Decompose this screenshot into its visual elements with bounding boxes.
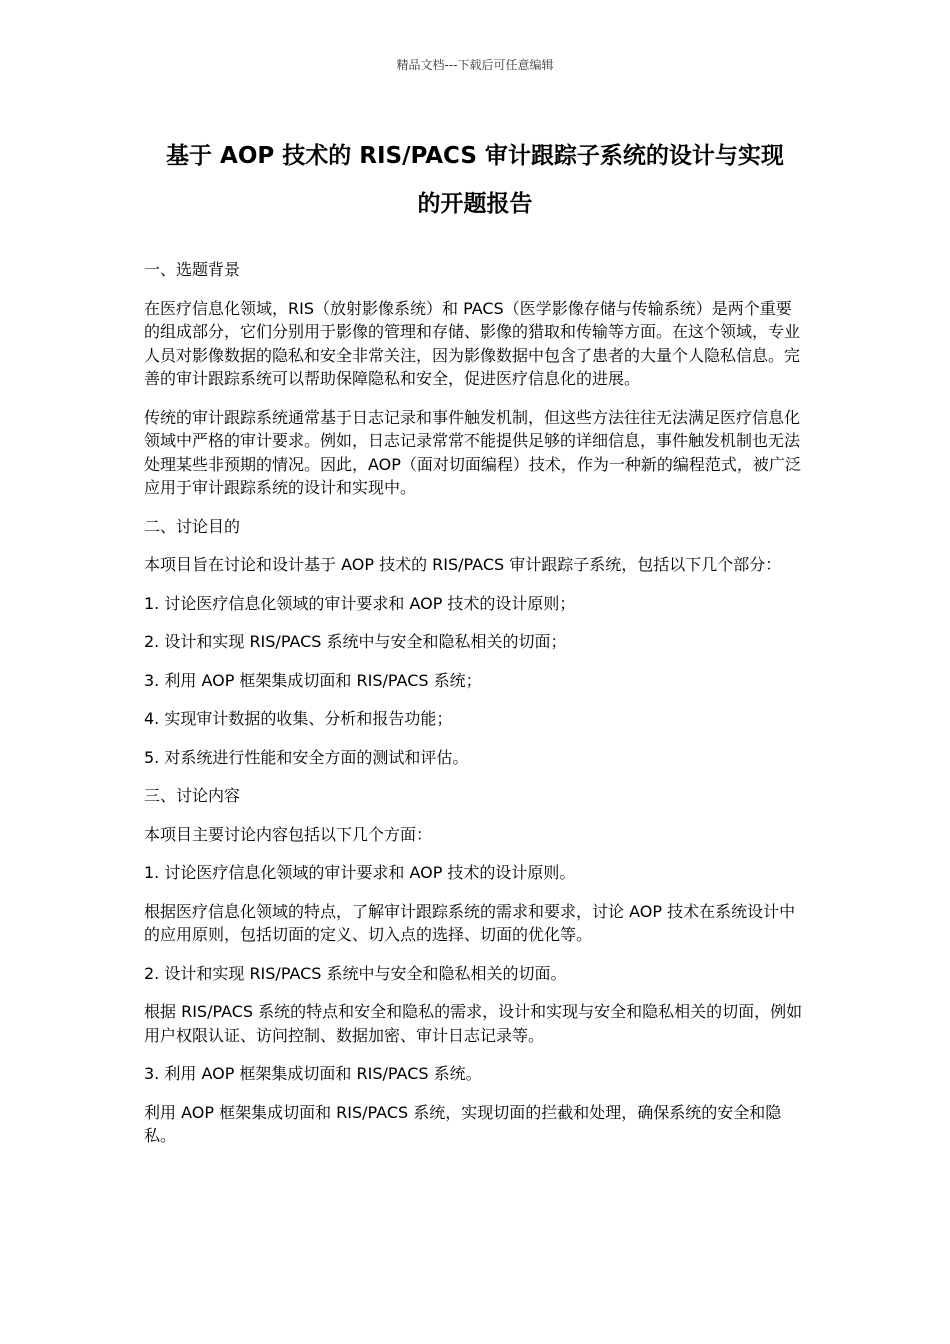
list-item: 3. 利用 AOP 框架集成切面和 RIS/PACS 系统； [144,670,482,690]
section-heading-background: 一、选题背景 [144,260,241,279]
paragraph: 在医疗信息化领域，RIS（放射影像系统）和 PACS（医学影像存储与传输系统）是两个重要的组成部分，它们分别用于影像的管理和存储、影像的猎取和传输等方面。在这个领域，专业人员对影像数据的隐私和安全非常关注，因为影像数据中包含了患者的大量个人隐私信息。完善的审计跟踪系统可以帮助保障隐私和安全，促进医疗信息化的进展。 [144,298,801,388]
paragraph: 利用 AOP 框架集成切面和 RIS/PACS 系统，实现切面的拦截和处理，确保系统的安全和隐私。 [144,1102,782,1145]
paragraph: 根据 RIS/PACS 系统的特点和安全和隐私的需求，设计和实现与安全和隐私相关的切面，例如用户权限认证、访问控制、数据加密、审计日志记录等。 [144,1002,803,1045]
list-item: 4. 实现审计数据的收集、分析和报告功能； [144,709,453,728]
paragraph: 本项目旨在讨论和设计基于 AOP 技术的 RIS/PACS 审计跟踪子系统，包括以下几个部分： [144,555,782,574]
list-item: 2. 设计和实现 RIS/PACS 系统中与安全和隐私相关的切面。 [144,963,567,983]
section-heading-content: 三、讨论内容 [144,786,241,805]
paragraph: 本项目主要讨论内容包括以下几个方面： [144,824,433,844]
header-note: 精品文档---下载后可任意编辑 [396,58,554,72]
section-heading-purpose: 二、讨论目的 [144,516,241,536]
list-item: 3. 利用 AOP 框架集成切面和 RIS/PACS 系统。 [144,1064,482,1083]
paragraph: 传统的审计跟踪系统通常基于日志记录和事件触发机制，但这些方法往往无法满足医疗信息化领域中严格的审计要求。例如，日志记录常常不能提供足够的详细信息，事件触发机制也无法处理某些非预期的情况。因此，AOP（面对切面编程）技术，作为一种新的编程范式，被广泛应用于审计跟踪系统的设计和实现中。 [144,407,801,497]
list-item: 5. 对系统进行性能和安全方面的测试和评估。 [144,747,469,767]
document-title [120,132,830,228]
title-line-1: 基于 AOP 技术的 RIS/PACS 审计跟踪子系统的设计与实现 [166,143,784,169]
document-body [144,258,806,1163]
list-item: 1. 讨论医疗信息化领域的审计要求和 AOP 技术的设计原则。 [144,863,576,882]
list-item: 1. 讨论医疗信息化领域的审计要求和 AOP 技术的设计原则； [144,593,576,613]
title-line-2: 的开题报告 [417,191,533,217]
paragraph: 根据医疗信息化领域的特点，了解审计跟踪系统的需求和要求，讨论 AOP 技术在系统设计中的应用原则，包括切面的定义、切入点的选择、切面的优化等。 [144,901,796,944]
list-item: 2. 设计和实现 RIS/PACS 系统中与安全和隐私相关的切面； [144,632,567,651]
